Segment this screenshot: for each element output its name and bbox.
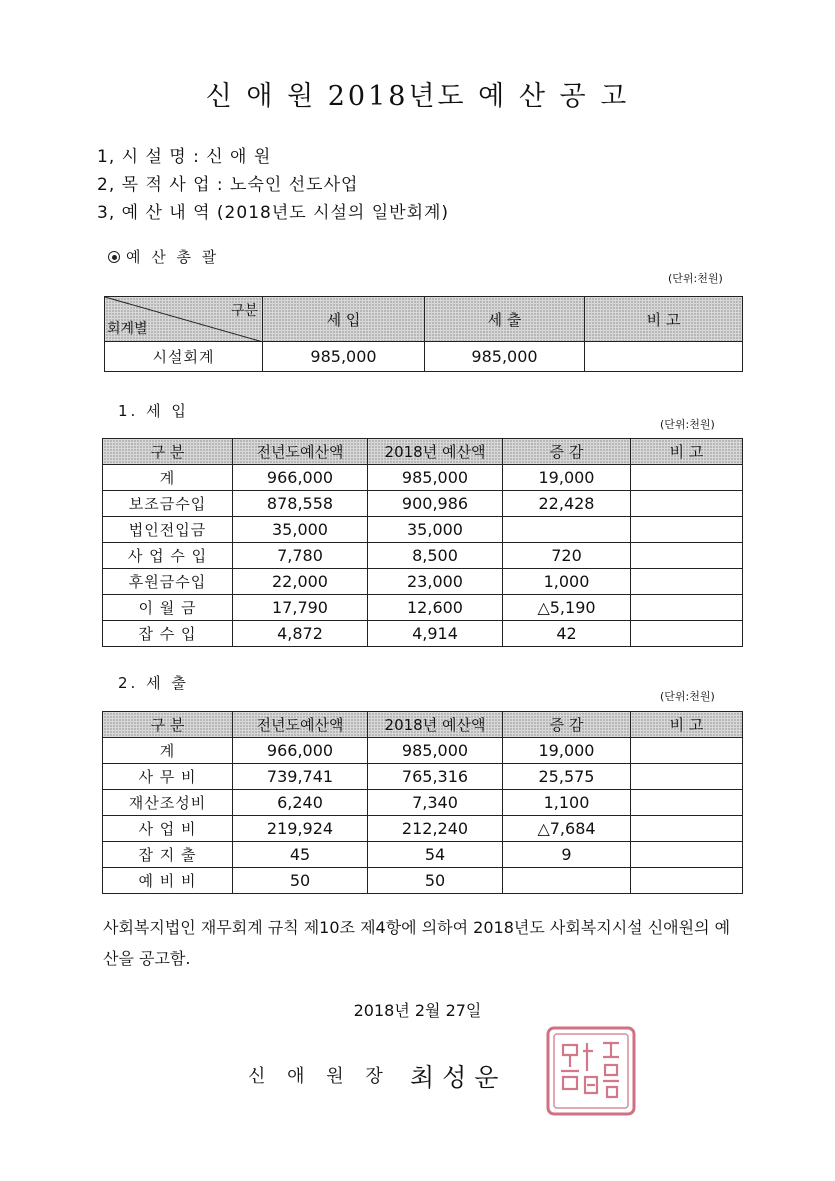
header-note: 비 고 [631, 439, 743, 465]
table-row [103, 491, 743, 517]
cell-change: 1,100 [503, 790, 631, 816]
cell-current: 54 [368, 842, 503, 868]
cell-prev: 50 [233, 868, 368, 894]
header-note: 비 고 [631, 712, 743, 738]
page-title: 신 애 원 2018년도 예 산 공 고 [205, 81, 630, 112]
summary-row [105, 342, 743, 372]
cell-prev: 45 [233, 842, 368, 868]
row-label: 사 무 비 [103, 764, 233, 790]
header-current-budget: 2018년 예산액 [368, 712, 503, 738]
cell-change: △5,190 [503, 595, 631, 621]
header-category: 구 분 [103, 439, 233, 465]
income-unit: (단위:천원) [660, 418, 715, 431]
cell-current: 212,240 [368, 816, 503, 842]
header-income: 세 입 [263, 297, 425, 342]
cell-prev: 35,000 [233, 517, 368, 543]
cell-current: 900,986 [368, 491, 503, 517]
income-section-label: 1. 세 입 [118, 402, 189, 420]
cell-note [631, 790, 743, 816]
summary-expense-value: 985,000 [425, 342, 585, 372]
header-prev-budget: 전년도예산액 [233, 712, 368, 738]
cell-current: 12,600 [368, 595, 503, 621]
row-label: 후원금수입 [103, 569, 233, 595]
cell-current: 50 [368, 868, 503, 894]
row-label: 잡 지 출 [103, 842, 233, 868]
cell-current: 985,000 [368, 738, 503, 764]
notice-text: 사회복지법인 재무회계 규칙 제10조 제4항에 의하여 2018년도 사회복지시설 신애원의 예산을 공고함. [103, 918, 731, 968]
summary-table [104, 296, 743, 372]
cell-note [631, 816, 743, 842]
cell-current: 985,000 [368, 465, 503, 491]
cell-note [631, 491, 743, 517]
corner-top-label: 구분 [230, 303, 258, 319]
row-label: 재산조성비 [103, 790, 233, 816]
header-prev-budget: 전년도예산액 [233, 439, 368, 465]
info-budget-details: 3, 예 산 내 역 (2018년도 시설의 일반회계) [97, 203, 450, 223]
summary-income-value: 985,000 [263, 342, 425, 372]
row-label: 잡 수 입 [103, 621, 233, 647]
cell-note [631, 738, 743, 764]
cell-note [631, 595, 743, 621]
cell-current: 23,000 [368, 569, 503, 595]
header-change: 증 감 [503, 712, 631, 738]
cell-change [503, 868, 631, 894]
table-row [103, 764, 743, 790]
cell-change: 19,000 [503, 738, 631, 764]
cell-note [631, 569, 743, 595]
cell-prev: 4,872 [233, 621, 368, 647]
cell-note [631, 543, 743, 569]
header-change: 증 감 [503, 439, 631, 465]
cell-prev: 17,790 [233, 595, 368, 621]
cell-change: 9 [503, 842, 631, 868]
cell-prev: 966,000 [233, 738, 368, 764]
cell-change: 22,428 [503, 491, 631, 517]
summary-section-label: 예 산 총 괄 [108, 246, 219, 267]
cell-change: △7,684 [503, 816, 631, 842]
cell-prev: 739,741 [233, 764, 368, 790]
cell-change: 1,000 [503, 569, 631, 595]
cell-prev: 6,240 [233, 790, 368, 816]
table-row [103, 738, 743, 764]
cell-prev: 7,780 [233, 543, 368, 569]
income-header-row [103, 439, 743, 465]
cell-change: 42 [503, 621, 631, 647]
cell-current: 7,340 [368, 790, 503, 816]
expense-table [102, 711, 743, 894]
cell-note [631, 621, 743, 647]
cell-prev: 966,000 [233, 465, 368, 491]
table-row [103, 595, 743, 621]
table-row [103, 816, 743, 842]
cell-change: 25,575 [503, 764, 631, 790]
row-label: 법인전입금 [103, 517, 233, 543]
summary-unit: (단위:천원) [668, 272, 723, 285]
table-row [103, 842, 743, 868]
cell-note [631, 465, 743, 491]
cell-change [503, 517, 631, 543]
table-row [103, 790, 743, 816]
income-table [102, 438, 743, 647]
row-label: 보조금수입 [103, 491, 233, 517]
info-facility-name: 1, 시 설 명 : 신 애 원 [97, 147, 272, 167]
row-label: 계 [103, 465, 233, 491]
corner-bottom-label: 회계별 [107, 321, 148, 337]
cell-current: 35,000 [368, 517, 503, 543]
cell-current: 765,316 [368, 764, 503, 790]
row-label: 사 업 수 입 [103, 543, 233, 569]
cell-current: 8,500 [368, 543, 503, 569]
table-row [103, 868, 743, 894]
cell-note [631, 842, 743, 868]
cell-note [631, 868, 743, 894]
summary-note-value [585, 342, 743, 372]
table-row [103, 621, 743, 647]
table-row [103, 543, 743, 569]
expense-unit: (단위:천원) [660, 690, 715, 703]
expense-header-row [103, 712, 743, 738]
signer-name: 최 성 운 [410, 1063, 499, 1092]
cell-change: 720 [503, 543, 631, 569]
cell-note [631, 517, 743, 543]
announcement-date: 2018년 2월 27일 [353, 1001, 482, 1020]
table-row [103, 465, 743, 491]
cell-current: 4,914 [368, 621, 503, 647]
table-row [103, 517, 743, 543]
cell-prev: 219,924 [233, 816, 368, 842]
header-note: 비 고 [585, 297, 743, 342]
radio-bullet-icon [108, 251, 120, 263]
row-label: 이 월 금 [103, 595, 233, 621]
summary-corner-cell [105, 297, 263, 342]
cell-note [631, 764, 743, 790]
row-label: 예 비 비 [103, 868, 233, 894]
cell-prev: 878,558 [233, 491, 368, 517]
cell-prev: 22,000 [233, 569, 368, 595]
expense-section-label: 2. 세 출 [118, 674, 189, 692]
cell-change: 19,000 [503, 465, 631, 491]
table-row [103, 569, 743, 595]
header-current-budget: 2018년 예산액 [368, 439, 503, 465]
header-category: 구 분 [103, 712, 233, 738]
info-purpose: 2, 목 적 사 업 : 노숙인 선도사업 [97, 175, 359, 195]
row-label: 계 [103, 738, 233, 764]
summary-row-label: 시설회계 [105, 342, 263, 372]
signer-position: 신 애 원 장 [248, 1066, 391, 1087]
official-seal-icon [545, 1025, 637, 1117]
row-label: 사 업 비 [103, 816, 233, 842]
header-expense: 세 출 [425, 297, 585, 342]
summary-header-row [105, 297, 743, 342]
